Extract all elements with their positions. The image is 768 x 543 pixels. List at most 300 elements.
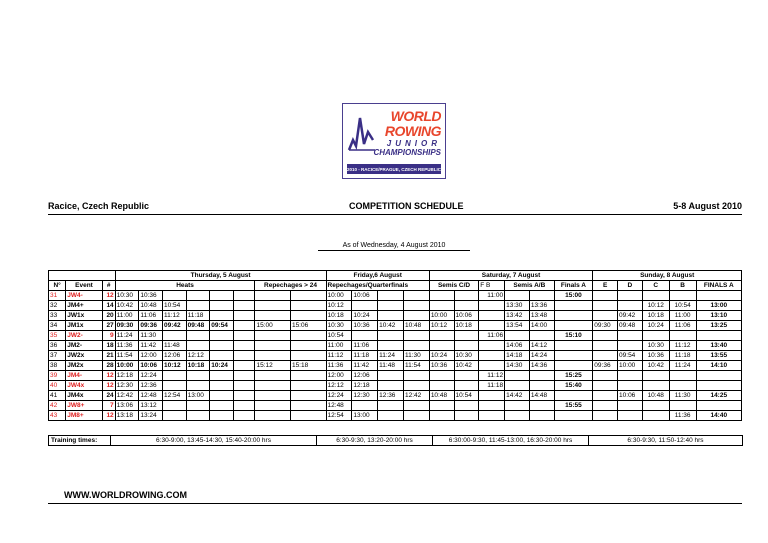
heat-time: 13:24 [139,411,163,421]
entries-count: 12 [102,381,115,391]
repechage-qf-time [378,411,404,421]
table-row [49,291,742,301]
final-b-sun-time: 11:30 [669,391,696,401]
repechage-qf-time [403,401,429,411]
final-b-time [479,301,505,311]
final-b-time: 11:18 [479,381,505,391]
final-a-sat-time: 15:10 [554,331,593,341]
heat-time: 10:54 [162,301,186,311]
heat-time [162,291,186,301]
heat-time: 11:00 [115,311,139,321]
heat-time: 10:06 [139,361,163,371]
semi-cd-time [454,301,479,311]
final-b-time: 11:06 [479,331,505,341]
semi-cd-time [454,371,479,381]
final-e-time: 09:36 [593,361,618,371]
repechage-qf-time [378,311,404,321]
entries-count: 14 [102,301,115,311]
entries-count: 12 [102,371,115,381]
heat-time: 12:24 [139,371,163,381]
repechage-qf-time: 10:30 [326,321,352,331]
repechage-qf-time [352,401,378,411]
final-a-sun-time [696,401,741,411]
heat-time: 13:00 [186,391,210,401]
heat-time: 12:48 [139,391,163,401]
semi-ab-time: 14:30 [505,361,530,371]
entries-count: 20 [102,311,115,321]
final-e-time [593,411,618,421]
repechage-qf-time: 12:36 [378,391,404,401]
table-row [49,381,742,391]
final-b-time [479,401,505,411]
logo-line-championships: CHAMPIONSHIPS [373,148,441,157]
event-number: 42 [49,401,66,411]
final-a-sun-time [696,291,741,301]
final-c-time [642,291,669,301]
repechage24-time [255,311,291,321]
final-d-time: 09:54 [618,351,643,361]
repechage-qf-time: 12:42 [403,391,429,401]
final-a-sun-time: 14:10 [696,361,741,371]
final-b-sun-time [669,291,696,301]
table-row [49,331,742,341]
final-c-time: 10:36 [642,351,669,361]
repechage-qf-time [378,341,404,351]
final-d-time [618,401,643,411]
semi-ab-time [505,381,530,391]
semi-ab-time: 14:42 [505,391,530,401]
col-repqf: Repechages/Quarterfinals [326,281,429,291]
col-hash: # [102,281,115,291]
col-heats: Heats [115,281,255,291]
repechage24-time [255,301,291,311]
final-c-time [642,331,669,341]
semi-cd-time [454,411,479,421]
final-d-time [618,381,643,391]
table-row [49,311,742,321]
final-a-sun-time: 14:25 [696,391,741,401]
entries-count: 18 [102,341,115,351]
event-code: JW1x [66,311,103,321]
repechage-qf-time: 12:18 [352,381,378,391]
repechage24-time [255,391,291,401]
semi-cd-time [454,401,479,411]
heat-time [210,351,234,361]
final-b-sun-time: 11:24 [669,361,696,371]
event-number: 38 [49,361,66,371]
final-e-time [593,351,618,361]
heat-time [186,371,210,381]
training-sunday: 6:30-9:30, 11:50-12:40 hrs [589,436,743,446]
heat-time [210,301,234,311]
final-b-sun-time: 10:54 [669,301,696,311]
final-a-sat-time: 15:40 [554,381,593,391]
final-a-sat-time [554,361,593,371]
table-row [49,391,742,401]
heat-time [210,331,234,341]
column-header-row [49,281,742,291]
final-e-time [593,301,618,311]
heat-time [210,391,234,401]
final-d-time [618,291,643,301]
col-semis-cd: Semis C/D [429,281,478,291]
repechage-qf-time [378,301,404,311]
event-number: 31 [49,291,66,301]
heat-time [233,301,255,311]
repechage24-time [255,341,291,351]
event-number: 37 [49,351,66,361]
repechage24-time [290,381,326,391]
table-row [49,401,742,411]
heat-time [210,381,234,391]
website-link[interactable]: WWW.WORLDROWING.COM [64,490,187,500]
semi-ab-time: 14:06 [505,341,530,351]
final-a-sat-time [554,301,593,311]
final-c-time [642,381,669,391]
final-b-time [479,311,505,321]
heat-time: 11:30 [139,331,163,341]
semi-ab-time: 14:00 [529,321,554,331]
semi-cd-time [429,341,454,351]
repechage-qf-time: 11:36 [326,361,352,371]
table-row [49,301,742,311]
heat-time [233,381,255,391]
heat-time [186,411,210,421]
repechage-qf-time: 10:24 [352,311,378,321]
heat-time: 11:48 [162,341,186,351]
event-code: JM4x [66,391,103,401]
event-code: JW4- [66,291,103,301]
event-code: JW2- [66,331,103,341]
final-b-sun-time: 11:18 [669,351,696,361]
semi-ab-time [529,371,554,381]
heat-time: 11:36 [115,341,139,351]
training-row [49,436,743,446]
repechage24-time [290,391,326,401]
semi-ab-time: 14:24 [529,351,554,361]
day-friday: Friday,6 August [326,271,429,281]
semi-ab-time: 14:12 [529,341,554,351]
heat-time: 09:48 [186,321,210,331]
header-divider [48,214,742,215]
repechage24-time [290,301,326,311]
repechage24-time [255,331,291,341]
repechage-qf-time: 11:24 [378,351,404,361]
semi-cd-time [429,411,454,421]
repechage-qf-time: 11:48 [378,361,404,371]
repechage-qf-time: 10:36 [352,321,378,331]
repechage-qf-time: 12:06 [352,371,378,381]
repechage-qf-time [403,341,429,351]
heat-time [162,381,186,391]
entries-count: 12 [102,291,115,301]
final-e-time [593,331,618,341]
event-number: 33 [49,311,66,321]
repechage-qf-time [352,301,378,311]
semi-cd-time [429,371,454,381]
heat-time [162,331,186,341]
repechage-qf-time [378,331,404,341]
heat-time [210,341,234,351]
repechage-qf-time: 11:30 [403,351,429,361]
semi-ab-time: 14:18 [505,351,530,361]
repechage-qf-time: 10:00 [326,291,352,301]
final-b-time [479,411,505,421]
semi-cd-time: 10:30 [454,351,479,361]
heat-time [162,371,186,381]
final-e-time [593,371,618,381]
repechage-qf-time [403,381,429,391]
repechage24-time [290,341,326,351]
repechage-qf-time: 12:12 [326,381,352,391]
table-row [49,371,742,381]
repechage24-time [290,291,326,301]
event-code: JM8+ [66,411,103,421]
heat-time: 09:36 [139,321,163,331]
final-b-sun-time: 11:12 [669,341,696,351]
semi-cd-time: 10:42 [454,361,479,371]
final-b-sun-time: 11:00 [669,311,696,321]
repechage24-time: 15:12 [255,361,291,371]
heat-time [186,401,210,411]
repechage24-time [255,401,291,411]
semi-ab-time [529,381,554,391]
col-no: N° [49,281,66,291]
heat-time: 12:30 [115,381,139,391]
table-row [49,411,742,421]
final-a-sun-time [696,381,741,391]
repechage-qf-time: 11:54 [403,361,429,371]
semi-cd-time [429,301,454,311]
heat-time [210,401,234,411]
training-label: Training times: [49,436,111,446]
semi-cd-time [429,331,454,341]
semi-cd-time [454,381,479,391]
final-a-sun-time: 13:00 [696,301,741,311]
final-b-sun-time [669,401,696,411]
repechage-qf-time: 12:24 [326,391,352,401]
final-d-time: 10:00 [618,361,643,371]
repechage-qf-time [378,401,404,411]
final-a-sat-time: 15:00 [554,291,593,301]
final-a-sat-time: 15:25 [554,371,593,381]
heat-time [210,311,234,321]
entries-count: 21 [102,351,115,361]
col-fb: F B [479,281,505,291]
event-code: JM2x [66,361,103,371]
semi-ab-time: 13:42 [505,311,530,321]
heat-time [186,291,210,301]
semi-cd-time [454,331,479,341]
event-number: 34 [49,321,66,331]
page-title: COMPETITION SCHEDULE [349,201,464,211]
final-a-sun-time [696,371,741,381]
semi-cd-time [429,401,454,411]
final-e-time [593,391,618,401]
final-b-time: 11:12 [479,371,505,381]
repechage24-time [255,411,291,421]
heat-time [233,311,255,321]
heat-time: 09:42 [162,321,186,331]
repechage-qf-time: 10:48 [403,321,429,331]
semi-ab-time [529,291,554,301]
final-e-time [593,311,618,321]
table-row [49,341,742,351]
repechage-qf-time [403,291,429,301]
semi-cd-time: 10:00 [429,311,454,321]
semi-cd-time: 10:06 [454,311,479,321]
heat-time [210,371,234,381]
heat-time: 11:42 [139,341,163,351]
heat-time [233,361,255,371]
final-b-time [479,351,505,361]
repechage-qf-time [352,331,378,341]
schedule-body [49,291,742,421]
repechage-qf-time: 11:00 [326,341,352,351]
repechage24-time [255,291,291,301]
semi-cd-time [429,381,454,391]
final-b-sun-time [669,331,696,341]
final-c-time: 10:12 [642,301,669,311]
heat-time: 09:30 [115,321,139,331]
heat-time: 10:18 [186,361,210,371]
heat-time: 10:42 [115,301,139,311]
heat-time: 12:12 [186,351,210,361]
semi-ab-time: 13:54 [505,321,530,331]
heat-time: 10:24 [210,361,234,371]
heat-time: 11:18 [186,311,210,321]
event-code: JM2- [66,341,103,351]
semi-cd-time [454,341,479,351]
day-sunday: Sunday, 8 August [593,271,742,281]
training-thursday: 6:30-9:00, 13:45-14:30, 15:40-20:00 hrs [111,436,317,446]
event-dates: 5-8 August 2010 [673,201,742,211]
semi-ab-time: 13:36 [529,301,554,311]
semi-ab-time [505,411,530,421]
col-event: Event [66,281,103,291]
final-c-time [642,411,669,421]
final-b-sun-time [669,381,696,391]
col-semis-ab: Semis A/B [505,281,554,291]
final-d-time: 09:42 [618,311,643,321]
semi-cd-time: 10:12 [429,321,454,331]
semi-ab-time [529,401,554,411]
table-row [49,351,742,361]
repechage-qf-time: 10:54 [326,331,352,341]
final-b-time [479,391,505,401]
heat-time [233,391,255,401]
repechage24-time [255,381,291,391]
heat-time: 12:00 [139,351,163,361]
final-a-sat-time [554,351,593,361]
heat-time [233,291,255,301]
event-code: JM1x [66,321,103,331]
heat-time: 11:06 [139,311,163,321]
repechage-qf-time: 13:00 [352,411,378,421]
heat-time [233,401,255,411]
semi-ab-time [505,401,530,411]
repechage24-time: 15:18 [290,361,326,371]
heat-time: 10:00 [115,361,139,371]
entries-count: 7 [102,401,115,411]
final-a-sun-time: 13:25 [696,321,741,331]
heat-time [233,351,255,361]
final-b-time [479,361,505,371]
semi-ab-time [505,331,530,341]
repechage24-time: 15:00 [255,321,291,331]
final-a-sat-time [554,311,593,321]
repechage24-time [290,311,326,321]
repechage24-time [255,371,291,381]
repechage-qf-time: 10:18 [326,311,352,321]
final-d-time [618,371,643,381]
col-finals-a-sun: FINALS A [696,281,741,291]
col-b: B [669,281,696,291]
event-code: JW8+ [66,401,103,411]
heat-time [162,401,186,411]
semi-cd-time: 10:36 [429,361,454,371]
final-b-sun-time: 11:06 [669,321,696,331]
repechage-qf-time: 11:12 [326,351,352,361]
final-a-sun-time: 13:55 [696,351,741,361]
semi-ab-time: 14:48 [529,391,554,401]
training-saturday: 6:30:00-9:30, 11:45-13:00, 16:30-20:00 hrs [433,436,589,446]
final-a-sat-time [554,391,593,401]
repechage24-time: 15:06 [290,321,326,331]
logo-line-junior: JUNIOR [386,139,441,148]
day-header-row [49,271,742,281]
heat-time: 12:42 [115,391,139,401]
event-number: 40 [49,381,66,391]
repechage-qf-time: 11:42 [352,361,378,371]
heat-time: 10:12 [162,361,186,371]
heat-time: 12:18 [115,371,139,381]
semi-ab-time: 13:30 [505,301,530,311]
repechage24-time [290,401,326,411]
repechage-qf-time: 12:00 [326,371,352,381]
col-e: E [593,281,618,291]
heat-time [233,341,255,351]
entries-count: 24 [102,391,115,401]
training-friday: 6:30-9:30, 13:20-20:00 hrs [317,436,433,446]
heat-time [186,381,210,391]
final-a-sat-time: 15:55 [554,401,593,411]
repechage-qf-time [403,301,429,311]
final-a-sat-time [554,411,593,421]
col-d: D [618,281,643,291]
world-rowing-logo [342,103,446,179]
final-a-sun-time: 13:10 [696,311,741,321]
semi-ab-time: 14:36 [529,361,554,371]
repechage24-time [290,411,326,421]
repechage24-time [255,351,291,361]
final-c-time: 10:42 [642,361,669,371]
final-d-time [618,341,643,351]
day-saturday: Saturday, 7 August [429,271,592,281]
final-c-time: 10:24 [642,321,669,331]
repechage-qf-time: 11:18 [352,351,378,361]
heat-time [233,411,255,421]
event-number: 32 [49,301,66,311]
final-d-time [618,411,643,421]
repechage24-time [290,331,326,341]
repechage-qf-time [378,291,404,301]
semi-ab-time [529,331,554,341]
repechage-qf-time: 10:12 [326,301,352,311]
entries-count: 27 [102,321,115,331]
logo-band: 2010 - RACICE/PRAGUE, CZECH REPUBLIC [347,164,441,174]
final-c-time [642,371,669,381]
